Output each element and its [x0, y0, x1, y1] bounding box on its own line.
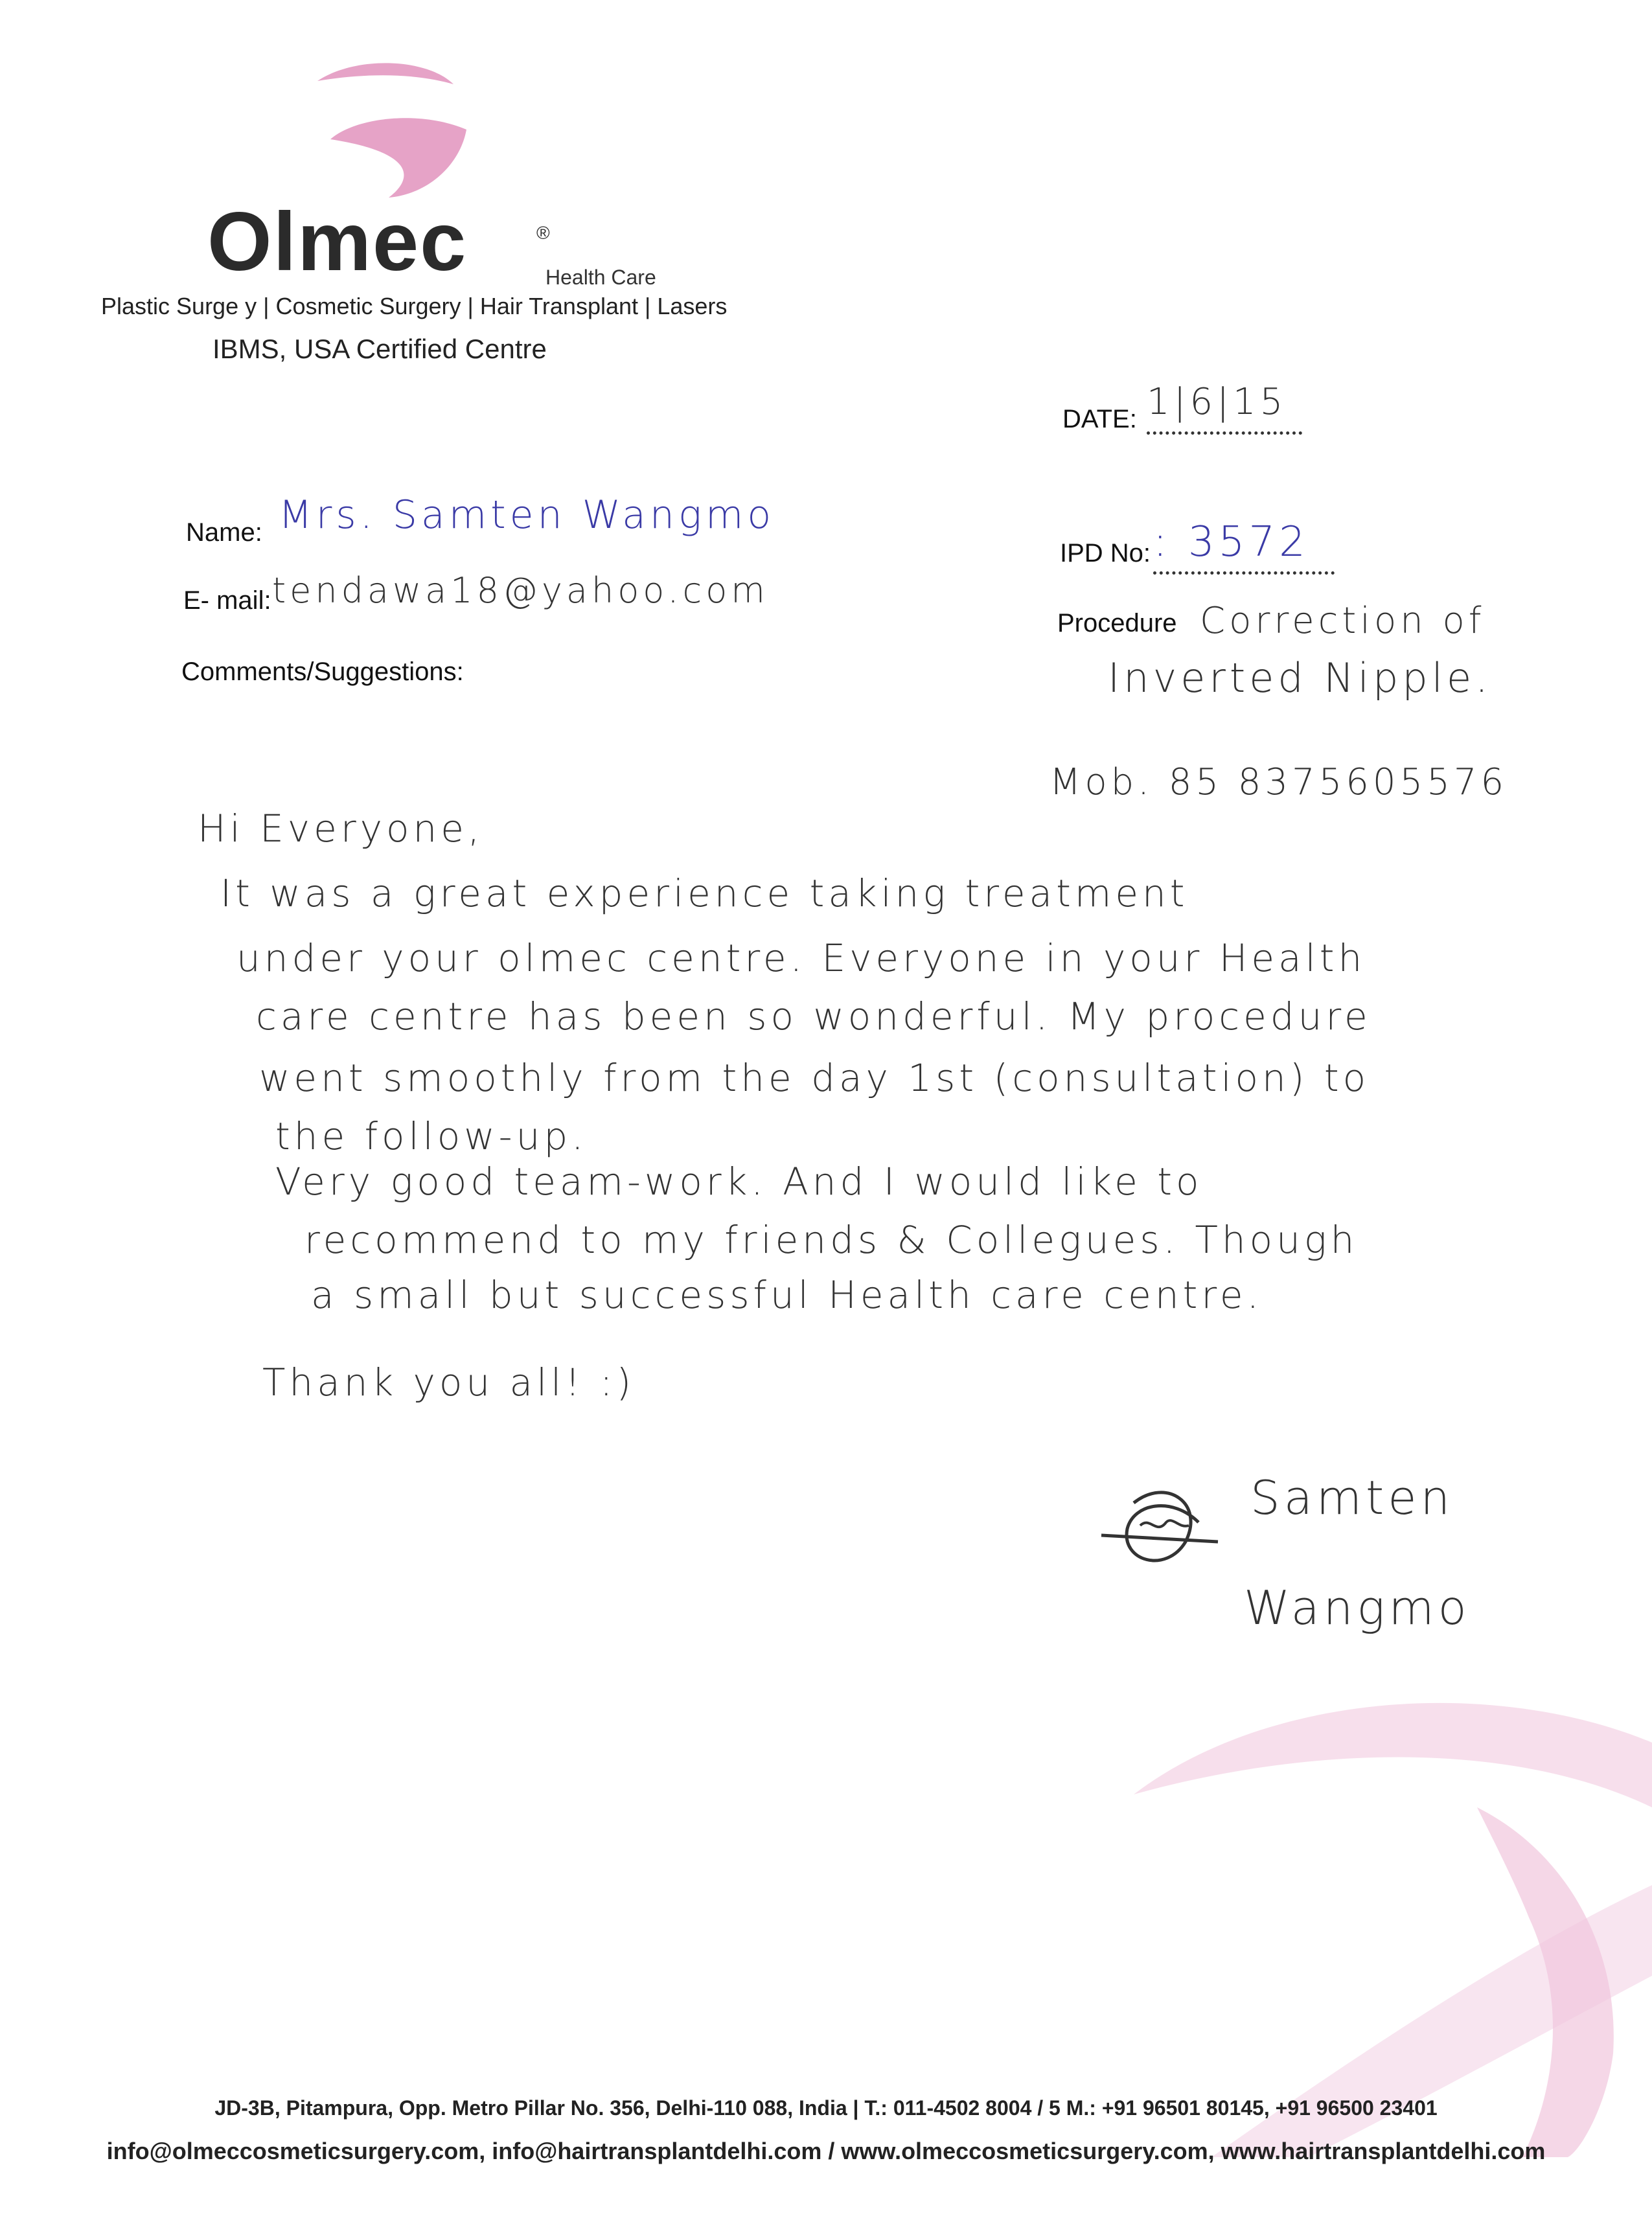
letter-line: under your olmec centre. Everyone in your Health: [236, 936, 1366, 980]
procedure-value-line2: Inverted Nipple.: [1108, 654, 1492, 702]
health-care-tagline: Health Care: [545, 266, 656, 289]
footer-contacts: info@olmeccosmeticsurgery.com, info@hairtransplantdelhi.com / www.olmeccosmeticsurgery.com, www.hairtransplantdelhi.com: [106, 2138, 1546, 2164]
name-label: Name:: [186, 518, 262, 547]
date-value: 1|6|15: [1147, 381, 1302, 435]
certification-line: IBMS, USA Certified Centre: [212, 334, 547, 364]
footer-address: JD-3B, Pitampura, Opp. Metro Pillar No. 356, Delhi-110 088, India | T.: 011-4502 8004 / 5 M.: +91 96501 80145, +91 96500 23401: [214, 2096, 1438, 2120]
brand-name: Olmec: [207, 196, 468, 288]
signature-last-name: Wangmo: [1244, 1581, 1471, 1635]
date-label: DATE:: [1062, 405, 1137, 433]
ipd-label: IPD No:: [1060, 539, 1151, 567]
name-value: Mrs. Samten Wangmo: [279, 492, 775, 538]
email-value: tendawa18@yahoo.com: [272, 570, 769, 611]
mobile-number: Mob. 85 8375605576: [1050, 761, 1508, 803]
letter-line: Thank you all! :): [262, 1360, 636, 1404]
services-line: Plastic Surge y | Cosmetic Surgery | Hair Transplant | Lasers: [101, 293, 728, 319]
comments-label: Comments/Suggestions:: [181, 658, 464, 686]
letter-line: It was a great experience taking treatment: [220, 871, 1189, 915]
letter-line: Very good team-work. And I would like to: [275, 1160, 1203, 1204]
email-label: E- mail:: [183, 586, 271, 615]
letter-line: Hi Everyone,: [198, 807, 484, 851]
olmec-logo-icon: [304, 55, 473, 204]
ipd-value: : 3572: [1153, 518, 1335, 575]
procedure-value-line1: Correction of: [1200, 600, 1486, 642]
signature-first-name: Samten: [1250, 1470, 1454, 1525]
letter-line: went smoothly from the day 1st (consultation) to: [259, 1056, 1370, 1100]
letter-line: a small but successful Health care centre.: [311, 1273, 1263, 1317]
letter-line: care centre has been so wonderful. My procedure: [256, 994, 1371, 1038]
decorative-swoosh-icon: [1075, 1639, 1652, 2157]
registered-mark: ®: [536, 223, 550, 243]
letter-line: recommend to my friends & Collegues. Though: [304, 1218, 1359, 1262]
letter-line: the follow-up.: [275, 1114, 588, 1158]
procedure-label: Procedure: [1057, 609, 1177, 637]
signature-scribble-icon: [1095, 1464, 1231, 1587]
